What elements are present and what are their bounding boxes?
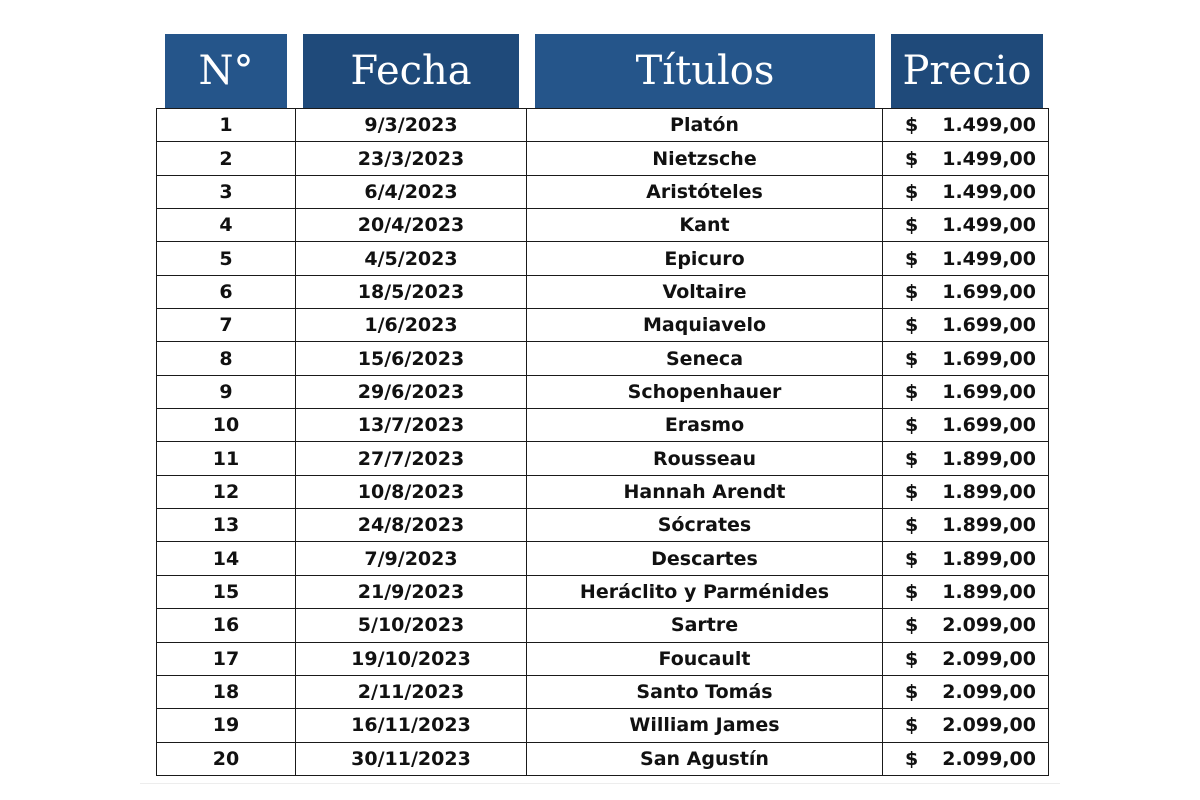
price-wrap: [883, 348, 1048, 370]
row-titulo: Heráclito y Parménides: [527, 575, 883, 608]
currency-symbol: $: [905, 214, 919, 237]
price-wrap: [883, 581, 1048, 603]
row-precio: [883, 309, 1049, 342]
row-precio: [883, 209, 1049, 242]
currency-symbol: $: [905, 280, 919, 303]
row-precio: [883, 409, 1049, 442]
table-row: [157, 242, 1049, 275]
row-fecha: 6/4/2023: [296, 175, 527, 208]
price-amount: 1.699,00: [942, 414, 1036, 437]
currency-symbol: $: [905, 347, 919, 370]
row-precio: [883, 575, 1049, 608]
row-titulo: Voltaire: [527, 275, 883, 308]
currency-symbol: $: [905, 447, 919, 470]
row-precio: [883, 475, 1049, 508]
row-precio: [883, 442, 1049, 475]
price-amount: 1.699,00: [942, 314, 1036, 337]
row-titulo: Seneca: [527, 342, 883, 375]
header-num: N°: [165, 34, 287, 108]
price-amount: 1.699,00: [942, 280, 1036, 303]
row-fecha: 27/7/2023: [296, 442, 527, 475]
table-row: [157, 542, 1049, 575]
table-row: [157, 275, 1049, 308]
row-titulo: San Agustín: [527, 742, 883, 775]
row-num: 10: [157, 409, 296, 442]
row-precio: [883, 275, 1049, 308]
row-precio: [883, 142, 1049, 175]
table-row: [157, 509, 1049, 542]
table-row: [157, 475, 1049, 508]
price-wrap: [883, 281, 1048, 303]
table-row: [157, 609, 1049, 642]
row-titulo: Santo Tomás: [527, 675, 883, 708]
price-amount: 1.699,00: [942, 347, 1036, 370]
row-fecha: 29/6/2023: [296, 375, 527, 408]
row-fecha: 24/8/2023: [296, 509, 527, 542]
row-precio: [883, 509, 1049, 542]
header-precio: Precio: [891, 34, 1043, 108]
currency-symbol: $: [905, 247, 919, 270]
table-row: [157, 142, 1049, 175]
table-body: [157, 109, 1049, 776]
price-wrap: [883, 181, 1048, 203]
row-num: 9: [157, 375, 296, 408]
row-titulo: Maquiavelo: [527, 309, 883, 342]
bottom-divider: [140, 783, 1060, 784]
row-titulo: Schopenhauer: [527, 375, 883, 408]
row-num: 4: [157, 209, 296, 242]
currency-symbol: $: [905, 580, 919, 603]
row-precio: [883, 542, 1049, 575]
row-fecha: 15/6/2023: [296, 342, 527, 375]
currency-symbol: $: [905, 547, 919, 570]
price-amount: 1.899,00: [942, 547, 1036, 570]
row-titulo: Sartre: [527, 609, 883, 642]
table-row: [157, 175, 1049, 208]
row-titulo: Platón: [527, 109, 883, 142]
table-row: [157, 342, 1049, 375]
price-amount: 2.099,00: [942, 647, 1036, 670]
row-precio: [883, 109, 1049, 142]
row-fecha: 10/8/2023: [296, 475, 527, 508]
row-titulo: Epicuro: [527, 242, 883, 275]
price-wrap: [883, 148, 1048, 170]
price-amount: 1.499,00: [942, 214, 1036, 237]
row-titulo: Kant: [527, 209, 883, 242]
row-fecha: 13/7/2023: [296, 409, 527, 442]
price-amount: 1.899,00: [942, 480, 1036, 503]
currency-symbol: $: [905, 414, 919, 437]
price-amount: 1.699,00: [942, 380, 1036, 403]
row-precio: [883, 709, 1049, 742]
row-num: 14: [157, 542, 296, 575]
price-wrap: [883, 514, 1048, 536]
row-fecha: 20/4/2023: [296, 209, 527, 242]
price-wrap: [883, 714, 1048, 736]
currency-symbol: $: [905, 614, 919, 637]
row-num: 7: [157, 309, 296, 342]
row-fecha: 21/9/2023: [296, 575, 527, 608]
price-amount: 1.899,00: [942, 447, 1036, 470]
table-row: [157, 442, 1049, 475]
row-num: 18: [157, 675, 296, 708]
table-row: [157, 742, 1049, 775]
price-amount: 2.099,00: [942, 747, 1036, 770]
row-num: 3: [157, 175, 296, 208]
row-num: 15: [157, 575, 296, 608]
row-num: 1: [157, 109, 296, 142]
price-wrap: [883, 548, 1048, 570]
row-fecha: 30/11/2023: [296, 742, 527, 775]
row-precio: [883, 742, 1049, 775]
row-precio: [883, 342, 1049, 375]
currency-symbol: $: [905, 314, 919, 337]
row-titulo: Hannah Arendt: [527, 475, 883, 508]
row-fecha: 2/11/2023: [296, 675, 527, 708]
row-titulo: Aristóteles: [527, 175, 883, 208]
price-wrap: [883, 314, 1048, 336]
row-precio: [883, 375, 1049, 408]
currency-symbol: $: [905, 681, 919, 704]
price-amount: 2.099,00: [942, 681, 1036, 704]
row-fecha: 1/6/2023: [296, 309, 527, 342]
table-row: [157, 375, 1049, 408]
row-titulo: Nietzsche: [527, 142, 883, 175]
row-titulo: William James: [527, 709, 883, 742]
header-fecha: Fecha: [303, 34, 519, 108]
header-titulos: Títulos: [535, 34, 875, 108]
price-wrap: [883, 214, 1048, 236]
price-amount: 1.499,00: [942, 114, 1036, 137]
row-num: 6: [157, 275, 296, 308]
currency-symbol: $: [905, 480, 919, 503]
table-row: [157, 675, 1049, 708]
price-wrap: [883, 481, 1048, 503]
row-precio: [883, 242, 1049, 275]
row-num: 2: [157, 142, 296, 175]
row-num: 5: [157, 242, 296, 275]
row-num: 16: [157, 609, 296, 642]
row-titulo: Descartes: [527, 542, 883, 575]
row-precio: [883, 175, 1049, 208]
row-precio: [883, 675, 1049, 708]
row-fecha: 16/11/2023: [296, 709, 527, 742]
price-amount: 1.499,00: [942, 180, 1036, 203]
currency-symbol: $: [905, 647, 919, 670]
price-wrap: [883, 114, 1048, 136]
price-wrap: [883, 381, 1048, 403]
table-row: [157, 409, 1049, 442]
row-num: 17: [157, 642, 296, 675]
currency-symbol: $: [905, 180, 919, 203]
row-fecha: 9/3/2023: [296, 109, 527, 142]
row-titulo: Erasmo: [527, 409, 883, 442]
row-titulo: Sócrates: [527, 509, 883, 542]
row-fecha: 5/10/2023: [296, 609, 527, 642]
currency-symbol: $: [905, 147, 919, 170]
currency-symbol: $: [905, 514, 919, 537]
row-precio: [883, 609, 1049, 642]
row-num: 13: [157, 509, 296, 542]
price-wrap: [883, 648, 1048, 670]
currency-symbol: $: [905, 747, 919, 770]
price-amount: 1.899,00: [942, 514, 1036, 537]
row-titulo: Rousseau: [527, 442, 883, 475]
price-wrap: [883, 681, 1048, 703]
row-num: 11: [157, 442, 296, 475]
row-fecha: 7/9/2023: [296, 542, 527, 575]
row-fecha: 23/3/2023: [296, 142, 527, 175]
price-wrap: [883, 614, 1048, 636]
row-titulo: Foucault: [527, 642, 883, 675]
price-amount: 2.099,00: [942, 714, 1036, 737]
row-num: 19: [157, 709, 296, 742]
row-fecha: 4/5/2023: [296, 242, 527, 275]
row-num: 8: [157, 342, 296, 375]
row-fecha: 19/10/2023: [296, 642, 527, 675]
price-amount: 1.499,00: [942, 247, 1036, 270]
row-precio: [883, 642, 1049, 675]
row-num: 12: [157, 475, 296, 508]
currency-symbol: $: [905, 714, 919, 737]
price-wrap: [883, 248, 1048, 270]
table-row: [157, 309, 1049, 342]
table-row: [157, 642, 1049, 675]
table-row: [157, 575, 1049, 608]
price-wrap: [883, 414, 1048, 436]
currency-symbol: $: [905, 114, 919, 137]
table-row: [157, 709, 1049, 742]
book-schedule-table: [156, 108, 1049, 776]
row-num: 20: [157, 742, 296, 775]
price-wrap: [883, 748, 1048, 770]
currency-symbol: $: [905, 380, 919, 403]
price-amount: 2.099,00: [942, 614, 1036, 637]
row-fecha: 18/5/2023: [296, 275, 527, 308]
table-row: [157, 209, 1049, 242]
price-wrap: [883, 448, 1048, 470]
table-row: [157, 109, 1049, 142]
price-amount: 1.899,00: [942, 580, 1036, 603]
price-amount: 1.499,00: [942, 147, 1036, 170]
